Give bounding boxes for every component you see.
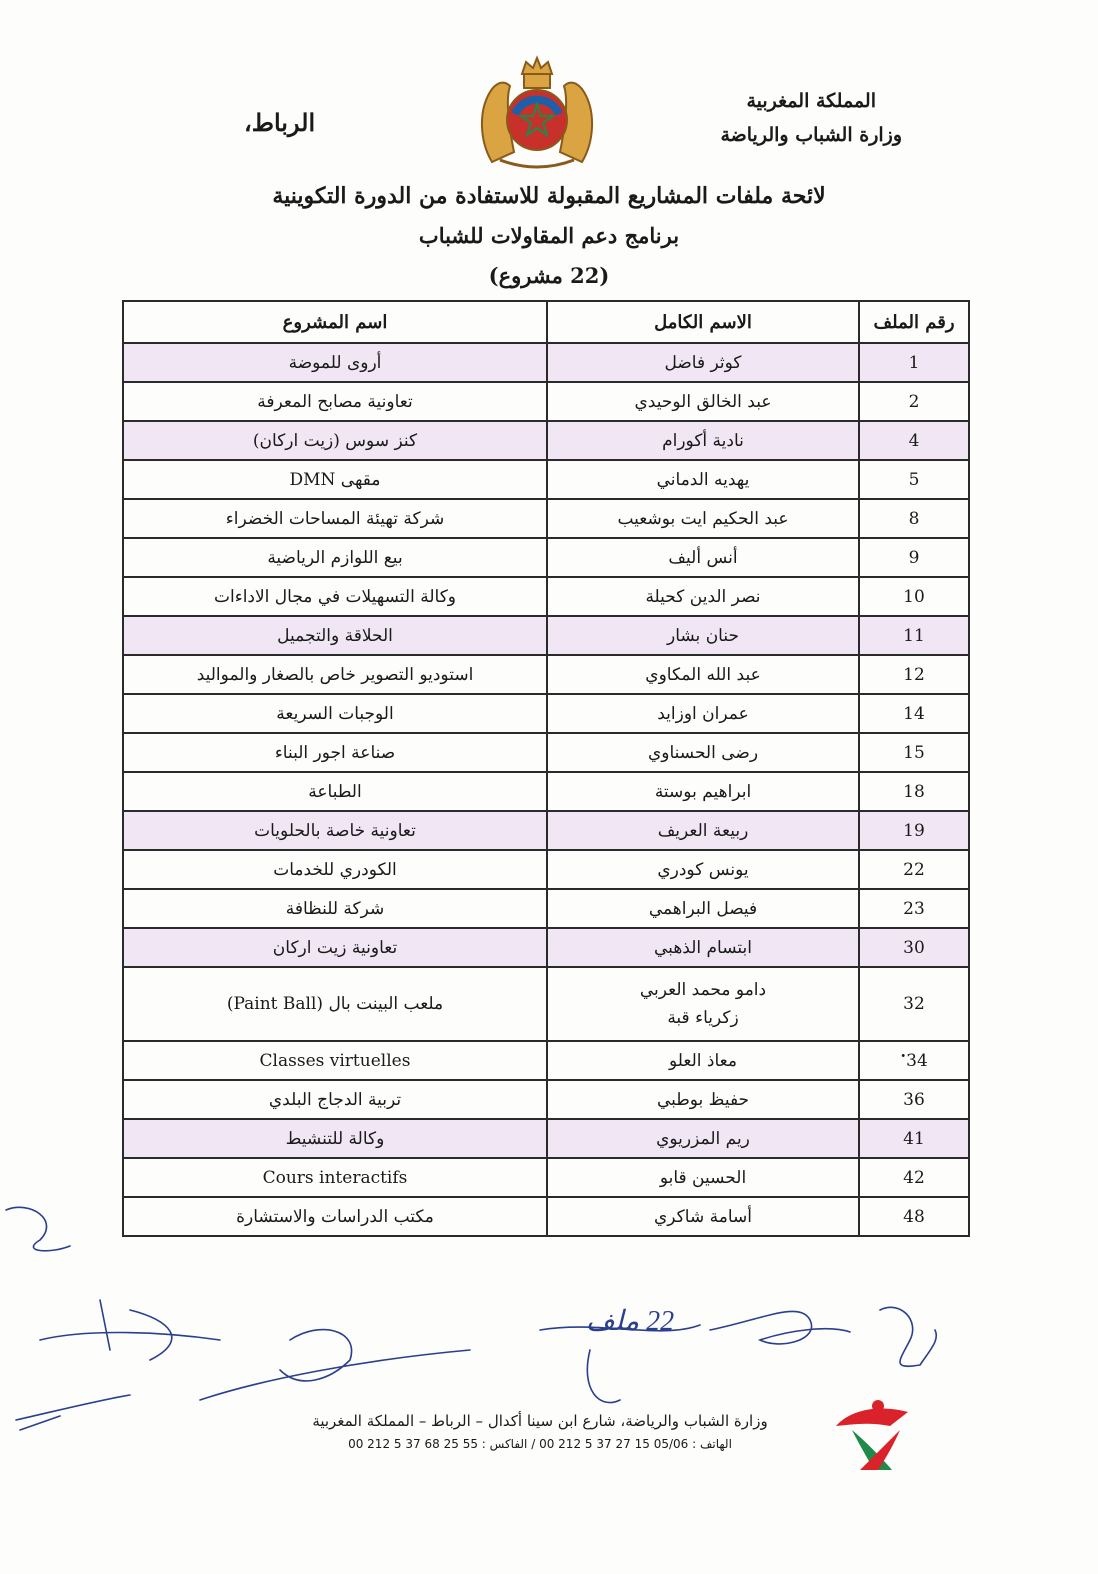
full-name [547, 967, 859, 1041]
table-row [123, 343, 969, 382]
full-name: معاذ العلو [547, 1041, 859, 1080]
signature-left-3-icon [16, 1395, 130, 1430]
table-header-row [123, 301, 969, 343]
table-row [123, 421, 969, 460]
file-number: 5 [859, 460, 969, 499]
project-name: الوجبات السريعة [123, 694, 547, 733]
file-number: 23 [859, 889, 969, 928]
table-row [123, 772, 969, 811]
file-number: 18 [859, 772, 969, 811]
title-line-3: (22 مشروع) [488, 263, 610, 288]
table-row [123, 811, 969, 850]
project-name: Classes virtuelles [123, 1041, 547, 1080]
file-number [859, 1041, 969, 1080]
file-number: 30 [859, 928, 969, 967]
file-number: 12 [859, 655, 969, 694]
file-number: 1 [859, 343, 969, 382]
full-name: ريم المزريوي [547, 1119, 859, 1158]
project-name: شركة تهيئة المساحات الخضراء [123, 499, 547, 538]
footer [200, 1408, 880, 1454]
file-number: 4 [859, 421, 969, 460]
table-row [123, 616, 969, 655]
full-name: ابراهيم بوستة [547, 772, 859, 811]
file-number-value: 34 [906, 1050, 928, 1071]
project-name: تعاونية زيت اركان [123, 928, 547, 967]
file-number: 15 [859, 733, 969, 772]
header-project-name: اسم المشروع [123, 301, 547, 343]
ministry-logo-icon [830, 1396, 914, 1472]
city-label: الرباط، [244, 108, 316, 137]
project-name: الكودري للخدمات [123, 850, 547, 889]
table-row [123, 460, 969, 499]
full-name: حفيظ بوطبي [547, 1080, 859, 1119]
full-name-line-2: زكرياء قبة [667, 1008, 739, 1028]
projects-table [122, 300, 970, 1237]
file-number: 10 [859, 577, 969, 616]
title-line-2: برنامج دعم المقاولات للشباب [418, 223, 680, 248]
file-number: 22 [859, 850, 969, 889]
full-name: الحسين قابو [547, 1158, 859, 1197]
title-line-1: لائحة ملفات المشاريع المقبولة للاستفادة من الدورة التكوينية [272, 183, 826, 209]
project-name: Cours interactifs [123, 1158, 547, 1197]
full-name: عبد الحكيم ايت بوشعيب [547, 499, 859, 538]
file-number: 32 [859, 967, 969, 1041]
royal-emblem-icon [470, 52, 604, 174]
table-row [123, 967, 969, 1041]
table-row [123, 1041, 969, 1080]
file-number: 9 [859, 538, 969, 577]
signature-right-2-icon [880, 1307, 936, 1366]
full-name: ربيعة العريف [547, 811, 859, 850]
table-row [123, 499, 969, 538]
file-number: 19 [859, 811, 969, 850]
table-row [123, 889, 969, 928]
table-row [123, 694, 969, 733]
full-name-line-1: دامو محمد العربي [639, 980, 767, 1000]
full-name: أنس أليف [547, 538, 859, 577]
full-name: فيصل البراهمي [547, 889, 859, 928]
file-number: 2 [859, 382, 969, 421]
full-name: حنان بشار [547, 616, 859, 655]
handwritten-count-note: 22 ملف [585, 1306, 675, 1337]
project-name: أروى للموضة [123, 343, 547, 382]
table-row [123, 928, 969, 967]
project-name: تعاونية خاصة بالحلويات [123, 811, 547, 850]
full-name: عبد الله المكاوي [547, 655, 859, 694]
project-name: وكالة للتنشيط [123, 1119, 547, 1158]
signature-middle-icon [200, 1330, 470, 1400]
file-number: 41 [859, 1119, 969, 1158]
document-title [0, 176, 1098, 296]
table-row [123, 733, 969, 772]
project-name: الطباعة [123, 772, 547, 811]
project-name: تعاونية مصابح المعرفة [123, 382, 547, 421]
table-row [123, 1080, 969, 1119]
project-name: وكالة التسهيلات في مجال الاداءات [123, 577, 547, 616]
file-number: 48 [859, 1197, 969, 1236]
project-name: شركة للنظافة [123, 889, 547, 928]
full-name: نصر الدين كحيلة [547, 577, 859, 616]
project-name: مقهى DMN [123, 460, 547, 499]
signature-left-2-icon [40, 1300, 220, 1360]
full-name: كوثر فاضل [547, 343, 859, 382]
table-row [123, 577, 969, 616]
project-name: تربية الدجاج البلدي [123, 1080, 547, 1119]
table-row [123, 382, 969, 421]
asterisk-mark-icon: • [900, 1050, 907, 1062]
project-name: ملعب البينت بال (Paint Ball) [123, 967, 547, 1041]
ministry-header [720, 84, 902, 152]
ministry-label: وزارة الشباب والرياضة [720, 124, 902, 146]
file-number: 36 [859, 1080, 969, 1119]
footer-address: وزارة الشباب والرياضة، شارع ابن سينا أكدال – الرباط – المملكة المغربية [312, 1412, 768, 1430]
file-number: 14 [859, 694, 969, 733]
project-name: كنز سوس (زيت اركان) [123, 421, 547, 460]
signature-right-icon [710, 1311, 850, 1343]
file-number: 42 [859, 1158, 969, 1197]
full-name: أسامة شاكري [547, 1197, 859, 1236]
signature-left-icon [6, 1207, 70, 1250]
header-file-number: رقم الملف [859, 301, 969, 343]
full-name: يهديه الدماني [547, 460, 859, 499]
table-row [123, 850, 969, 889]
table-row [123, 655, 969, 694]
kingdom-label: المملكة المغربية [746, 90, 876, 112]
table-row [123, 538, 969, 577]
full-name: ابتسام الذهبي [547, 928, 859, 967]
full-name: نادية أكورام [547, 421, 859, 460]
project-name: صناعة اجور البناء [123, 733, 547, 772]
footer-phones: الهاتف : 05/06 15 27 37 5 212 00 / الفاكس : 55 25 68 37 5 212 00 [348, 1437, 732, 1451]
project-name: الحلاقة والتجميل [123, 616, 547, 655]
project-name: استوديو التصوير خاص بالصغار والمواليد [123, 655, 547, 694]
project-name: بيع اللوازم الرياضية [123, 538, 547, 577]
header-full-name: الاسم الكامل [547, 301, 859, 343]
file-number: 11 [859, 616, 969, 655]
full-name: عمران اوزايد [547, 694, 859, 733]
full-name: يونس كودري [547, 850, 859, 889]
full-name: رضى الحسناوي [547, 733, 859, 772]
project-name: مكتب الدراسات والاستشارة [123, 1197, 547, 1236]
full-name: عبد الخالق الوحيدي [547, 382, 859, 421]
file-number: 8 [859, 499, 969, 538]
table-row [123, 1119, 969, 1158]
